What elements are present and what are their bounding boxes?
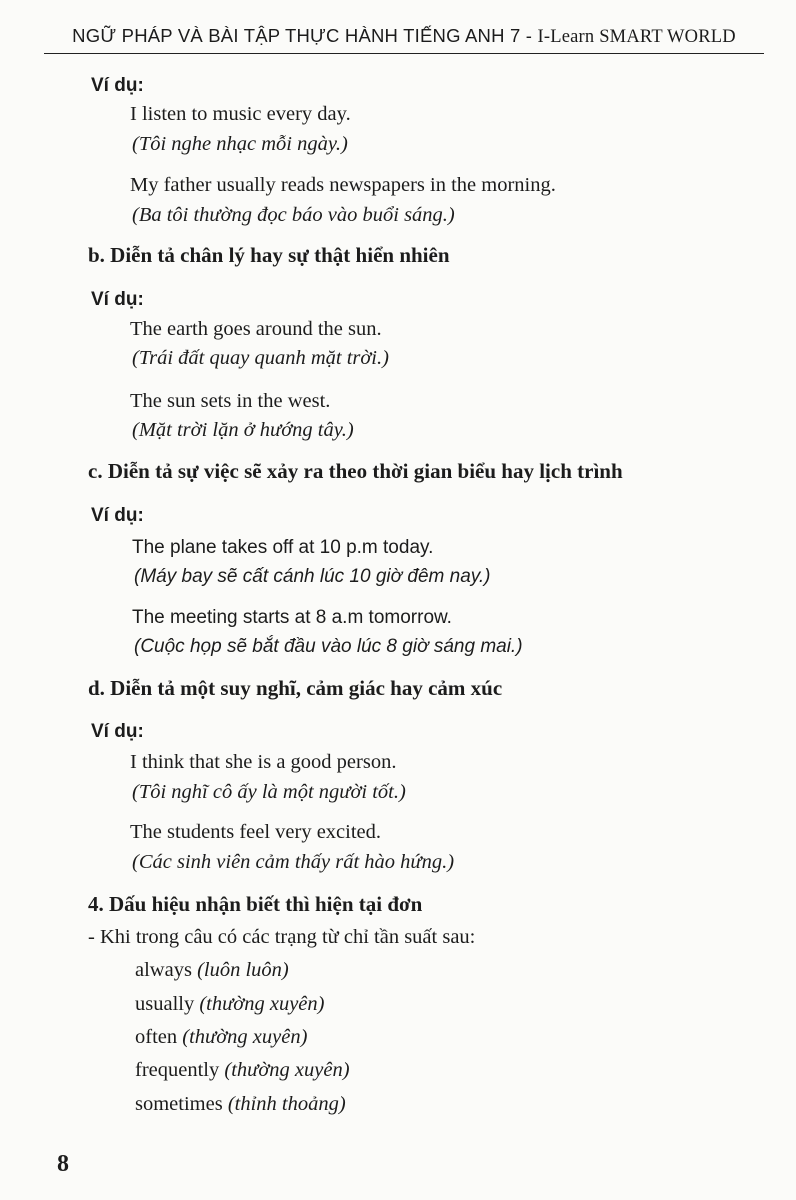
adverb-item xyxy=(135,1026,307,1049)
header-title-left: NGỮ PHÁP VÀ BÀI TẬP THỰC HÀNH TIẾNG ANH 7 - xyxy=(72,25,538,46)
example-english: I listen to music every day. xyxy=(130,103,351,125)
adverb-meaning: (thường xuyên) xyxy=(224,1059,350,1081)
page-number: 8 xyxy=(57,1151,69,1177)
section-heading-b: b. Diễn tả chân lý hay sự thật hiển nhiên xyxy=(88,243,450,267)
adverb-word: sometimes xyxy=(135,1093,223,1115)
example-english: I think that she is a good person. xyxy=(130,751,397,773)
adverb-meaning: (thỉnh thoảng) xyxy=(227,1093,346,1115)
header-title-right: I-Learn SMART WORLD xyxy=(537,27,736,47)
example-translation: (Ba tôi thường đọc báo vào buổi sáng.) xyxy=(132,204,455,226)
adverb-word: frequently xyxy=(135,1059,220,1081)
example-label: Ví dụ: xyxy=(91,505,144,526)
adverb-item xyxy=(135,959,289,982)
adverb-meaning: (thường xuyên) xyxy=(182,1026,308,1048)
example-english: My father usually reads newspapers in the morning. xyxy=(130,174,556,196)
adverb-meaning: (thường xuyên) xyxy=(199,993,325,1015)
example-english: The earth goes around the sun. xyxy=(130,318,382,340)
adverb-item xyxy=(135,1093,346,1116)
adverb-word: often xyxy=(135,1026,178,1048)
adverb-word: usually xyxy=(135,993,195,1015)
signal-intro: - Khi trong câu có các trạng từ chỉ tần suất sau: xyxy=(88,926,476,948)
adverb-word: always xyxy=(135,959,192,981)
example-english: The students feel very excited. xyxy=(130,821,382,843)
example-translation: (Các sinh viên cảm thấy rất hào hứng.) xyxy=(132,851,455,873)
example-label: Ví dụ: xyxy=(91,75,144,96)
example-label: Ví dụ: xyxy=(91,289,144,310)
adverb-item xyxy=(135,993,325,1016)
running-header xyxy=(44,25,764,54)
example-english: The meeting starts at 8 a.m tomorrow. xyxy=(132,607,452,628)
example-translation: (Tôi nghĩ cô ấy là một người tốt.) xyxy=(132,781,406,803)
example-translation: (Mặt trời lặn ở hướng tây.) xyxy=(132,419,354,441)
example-translation: (Trái đất quay quanh mặt trời.) xyxy=(132,347,389,369)
example-label: Ví dụ: xyxy=(91,721,144,742)
example-translation: (Tôi nghe nhạc mỗi ngày.) xyxy=(132,133,348,155)
example-english: The plane takes off at 10 p.m today. xyxy=(132,537,434,558)
adverb-item xyxy=(135,1059,350,1082)
adverb-meaning: (luôn luôn) xyxy=(197,959,289,981)
example-translation: (Máy bay sẽ cất cánh lúc 10 giờ đêm nay.) xyxy=(134,566,491,587)
section-heading-4: 4. Dấu hiệu nhận biết thì hiện tại đơn xyxy=(88,892,423,916)
example-english: The sun sets in the west. xyxy=(130,390,331,412)
section-heading-c: c. Diễn tả sự việc sẽ xảy ra theo thời gian biểu hay lịch trình xyxy=(88,459,623,483)
example-translation: (Cuộc họp sẽ bắt đầu vào lúc 8 giờ sáng mai.) xyxy=(134,636,523,657)
section-heading-d: d. Diễn tả một suy nghĩ, cảm giác hay cảm xúc xyxy=(88,676,503,700)
